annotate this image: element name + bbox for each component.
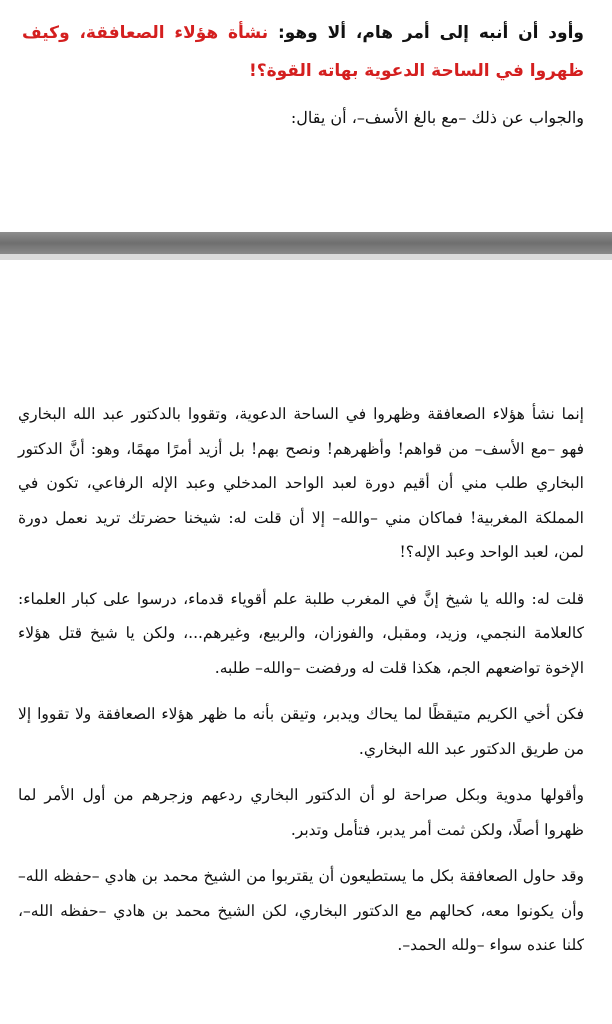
page-top-margin	[18, 260, 584, 397]
heading	[22, 14, 584, 90]
paragraph-4: وأقولها مدوية وبكل صراحة لو أن الدكتور البخاري ردعهم وزجرهم من أول الأمر لما ظهروا أصلًا، ولكن ثمت أمر يدبر، فتأمل وتدبر.	[18, 786, 584, 839]
heading-lead: وأود أن أنبه إلى أمر هام، ألا وهو:	[268, 23, 584, 43]
heading-highlight: نشأة هؤلاء الصعافقة، وكيف ظهروا في الساحة الدعوية بهاته القوة؟!	[22, 23, 584, 81]
paragraph-5: وقد حاول الصعافقة بكل ما يستطيعون أن يقتربوا من الشيخ محمد بن هادي –حفظه الله– وأن يكونوا معه، كحالهم مع الدكتور البخاري، لكن الشيخ محمد بن هادي –حفظه الله–، كلنا عنده سواء –ولله الحمد–.	[18, 867, 584, 954]
page-separator	[0, 232, 612, 254]
top-page-fragment	[0, 0, 612, 232]
answer-intro: والجواب عن ذلك –مع بالغ الأسف–، أن يقال:	[290, 108, 584, 127]
paragraph-3: فكن أخي الكريم متيقظًا لما يحاك ويدبر، وتيقن بأنه ما ظهر هؤلاء الصعافقة ولا تقووا إلا من طريق الدكتور عبد الله البخاري.	[18, 705, 584, 758]
bottom-page	[0, 260, 612, 1024]
paragraph-2: قلت له: والله يا شيخ إنَّ في المغرب طلبة علم أقوياء قدماء، درسوا على كبار العلماء: كالعلامة النجمي، وزيد، ومقبل، والفوزان، والربيع، وغيرهم...، ولكن يا شيخ قتل هؤلاء الإخوة تواضعهم الجم، هكذا قلت له ورفضت –والله– طلبه.	[18, 589, 584, 677]
paragraph-1: إنما نشأ هؤلاء الصعافقة وظهروا في الساحة الدعوية، وتقووا بالدكتور عبد الله البخاري فهو –مع الأسف– من قواهم! وأظهرهم! ونصح بهم! بل أزيد أمرًا مهمًا، وهو: أنَّ الدكتور البخاري طلب مني أن أقيم دورة لعبد الواحد المدخلي وعبد الإله الرفاعي، تكون في المملكة المغربية! فماكان مني –والله– إلا أن قلت له: شيخنا حضرتك تريد نعمل دورة لمن، لعبد الواحد وعبد الإله؟!	[18, 405, 584, 561]
